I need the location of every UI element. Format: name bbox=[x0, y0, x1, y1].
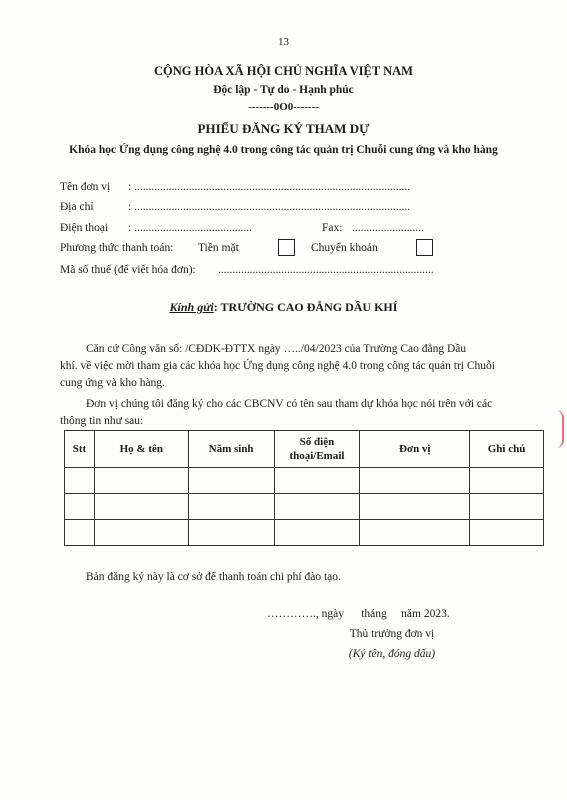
table-cell[interactable] bbox=[360, 468, 470, 494]
footer-note: Bản đăng ký này là cơ sở để thanh toán chi phí đào tạo. bbox=[86, 571, 341, 583]
payment-cash-label: Tiền mặt bbox=[198, 242, 239, 254]
date-line[interactable]: …………., ngày tháng năm 2023. bbox=[267, 608, 450, 620]
table-cell[interactable] bbox=[470, 494, 544, 520]
address-label: Địa chỉ bbox=[60, 201, 94, 213]
table-cell[interactable] bbox=[360, 494, 470, 520]
fax-field[interactable]: ......................... bbox=[352, 222, 424, 234]
payment-label: Phương thức thanh toán: bbox=[60, 242, 174, 254]
table-cell[interactable] bbox=[94, 468, 188, 494]
paragraph-1-line-3: cung ứng và kho hàng. bbox=[60, 377, 165, 389]
paragraph-2-line-2: thông tin như sau: bbox=[60, 415, 144, 427]
recipient-name: : TRƯỜNG CAO ĐẲNG DẦU KHÍ bbox=[213, 300, 398, 314]
nation-heading: CỘNG HÒA XÃ HỘI CHỦ NGHĨA VIỆT NAM bbox=[154, 64, 413, 78]
table-cell[interactable] bbox=[274, 468, 360, 494]
table-cell[interactable] bbox=[65, 468, 95, 494]
table-cell[interactable] bbox=[274, 520, 360, 546]
table-cell[interactable] bbox=[274, 494, 360, 520]
recipient-prefix: Kính gửi bbox=[169, 300, 214, 314]
motto: Độc lập - Tự do - Hạnh phúc bbox=[213, 84, 354, 96]
table-cell[interactable] bbox=[188, 520, 274, 546]
table-cell[interactable] bbox=[94, 520, 188, 546]
column-header-name: Họ & tên bbox=[94, 431, 188, 468]
paragraph-2-line-1: Đơn vị chúng tôi đăng ký cho các CBCNV có tên sau tham dự khóa học nói trên với các bbox=[86, 398, 493, 410]
table-cell[interactable] bbox=[65, 520, 95, 546]
payment-transfer-label: Chuyển khoản bbox=[311, 242, 378, 254]
column-header-stt: Stt bbox=[65, 431, 95, 468]
column-header-note: Ghi chú bbox=[470, 431, 544, 468]
table-cell[interactable] bbox=[470, 468, 544, 494]
paragraph-1-line-1: Căn cứ Công văn số: /CĐDK-ĐTTX ngày …../04/2023 của Trường Cao đẳng Dầu bbox=[86, 343, 467, 355]
table-cell[interactable] bbox=[65, 494, 95, 520]
table-row bbox=[65, 520, 544, 546]
course-name: Khóa học Ứng dụng công nghệ 4.0 trong công tác quản trị Chuỗi cung ứng và kho hàng bbox=[69, 144, 498, 156]
unit-label: Tên đơn vị bbox=[60, 181, 111, 193]
phone-label: Điện thoại bbox=[60, 222, 109, 234]
signer-title: Thủ trưởng đơn vị bbox=[349, 628, 435, 640]
paragraph-1-line-2: khí. về việc mời tham gia các khóa học Ứng dụng công nghệ 4.0 trong công tác quản trị Chuỗi bbox=[60, 360, 495, 372]
recipient-line bbox=[0, 300, 567, 315]
table-row bbox=[65, 494, 544, 520]
column-header-phone-email: Số điện thoại/Email bbox=[274, 431, 360, 468]
table-cell[interactable] bbox=[188, 494, 274, 520]
header-separator: -------0O0------- bbox=[248, 101, 319, 113]
table-cell[interactable] bbox=[470, 520, 544, 546]
form-title: PHIẾU ĐĂNG KÝ THAM DỰ bbox=[197, 121, 370, 136]
ink-mark bbox=[556, 410, 564, 448]
table-cell[interactable] bbox=[188, 468, 274, 494]
column-header-unit: Đơn vị bbox=[360, 431, 470, 468]
table-cell[interactable] bbox=[360, 520, 470, 546]
unit-field[interactable]: : ................................................................................................ bbox=[128, 181, 411, 193]
fax-label: Fax: bbox=[322, 222, 343, 234]
registration-table bbox=[64, 430, 544, 546]
table-row bbox=[65, 468, 544, 494]
address-field[interactable]: : ................................................................................................ bbox=[128, 201, 411, 213]
tax-label: Mã số thuế (để viết hóa đơn): bbox=[60, 264, 196, 276]
phone-field[interactable]: : ......................................... bbox=[128, 222, 252, 234]
signer-note: (Ký tên, đóng dấu) bbox=[348, 648, 436, 660]
table-header-row bbox=[65, 431, 544, 468]
payment-cash-checkbox[interactable] bbox=[278, 239, 295, 256]
table-cell[interactable] bbox=[94, 494, 188, 520]
payment-transfer-checkbox[interactable] bbox=[416, 239, 433, 256]
page-number: 13 bbox=[278, 36, 289, 48]
column-header-birth-year: Năm sinh bbox=[188, 431, 274, 468]
tax-field[interactable]: ........................................................................... bbox=[218, 264, 434, 276]
